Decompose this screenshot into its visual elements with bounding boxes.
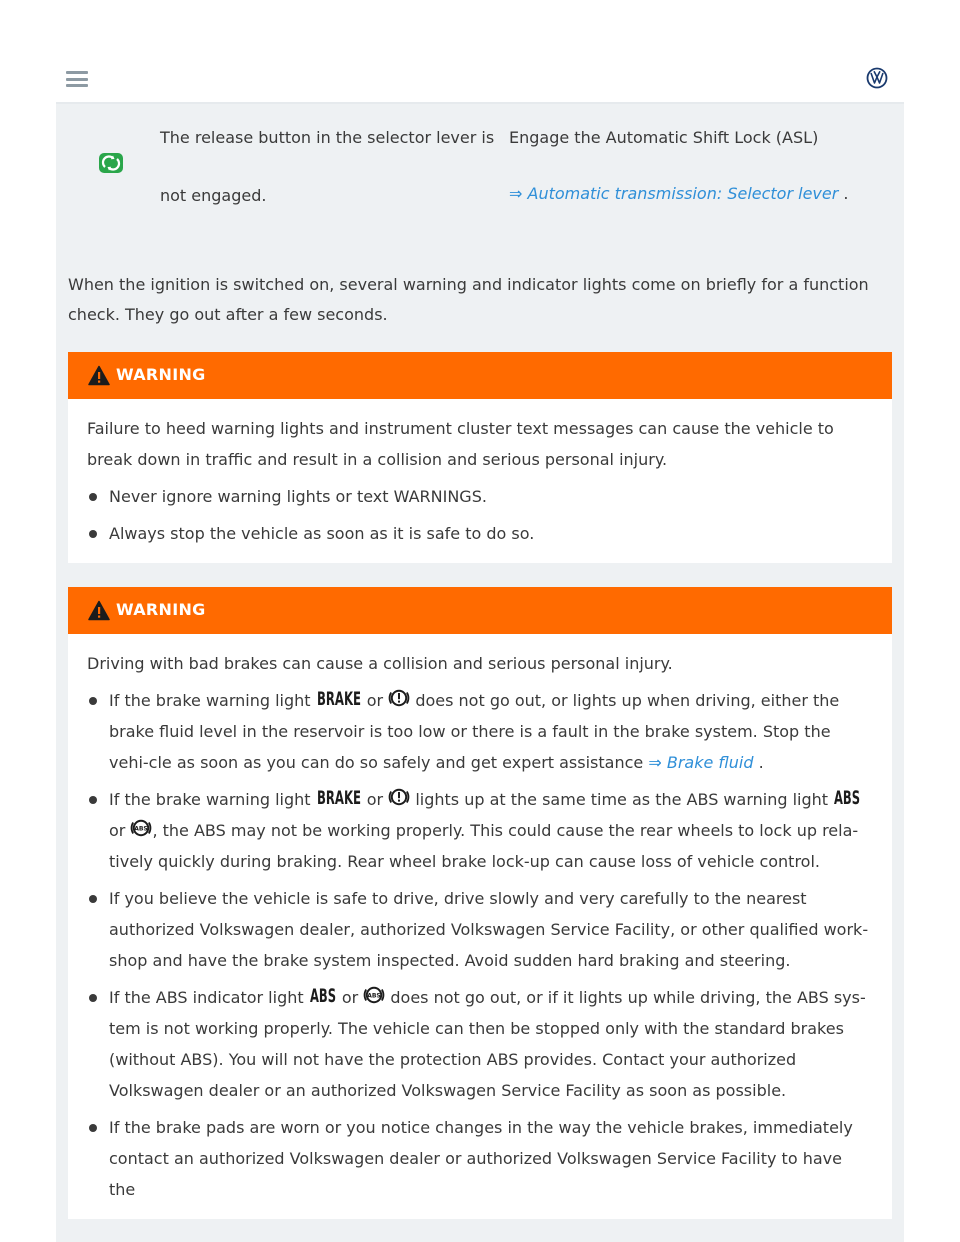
- brake-circle-icon: [388, 687, 410, 709]
- bullet-text: or: [366, 790, 384, 809]
- warning-body-2: [68, 634, 892, 1219]
- brake-text-icon: [316, 688, 362, 708]
- warning-triangle-icon: [88, 365, 110, 386]
- warning-body-1: [68, 399, 892, 563]
- manual-page: [56, 104, 904, 1242]
- abs-icon-label: ABS: [834, 787, 861, 807]
- warning-list-1: [87, 481, 872, 549]
- bullet-text: If the ABS indicator light: [109, 988, 304, 1007]
- action-text-line1: Engage the Automatic Shift Lock (ASL): [509, 128, 819, 147]
- top-bar: [56, 56, 904, 104]
- warning-title-2: WARNING: [116, 600, 206, 619]
- abs-circle-label: ABS: [367, 992, 382, 1000]
- bullet-text: or: [366, 691, 384, 710]
- abs-circle-icon: [363, 984, 385, 1006]
- cause-text-line1: The release button in the selector lever is: [160, 128, 495, 147]
- action-text-line2: [509, 184, 849, 203]
- bullet-text: .: [758, 753, 764, 772]
- bullet-text: or: [109, 821, 126, 840]
- abs-circle-label: ABS: [134, 825, 149, 833]
- indicator-table-row: [56, 104, 904, 234]
- warning-lead-2: Driving with bad brakes can cause a collision and serious personal injury.: [87, 654, 673, 673]
- selector-lever-link[interactable]: ⇒ Automatic transmission: Selector lever: [509, 184, 839, 203]
- vw-logo-icon[interactable]: [866, 67, 888, 89]
- warning-triangle-icon: [88, 600, 110, 621]
- abs-text-icon: [833, 787, 861, 807]
- hamburger-menu-icon[interactable]: [66, 71, 88, 87]
- action-suffix: .: [843, 184, 849, 203]
- warning-header-1: [68, 352, 892, 399]
- list-item: [87, 784, 872, 877]
- intro-paragraph: When the ignition is switched on, several warning and indicator lights come on briefly for a function check. They go out after a few seconds.: [68, 275, 869, 324]
- list-item: If you believe the vehicle is safe to drive, drive slowly and very carefully to the nearest authorized Volkswagen dealer, authorized Volkswagen Service Facility, or other qualified work-shop and have the brake system inspected. Avoid sudden hard braking and steering.: [87, 883, 872, 976]
- abs-circle-icon: [130, 817, 152, 839]
- brake-icon-label: BRAKE: [316, 688, 361, 708]
- bullet-text: or: [341, 988, 359, 1007]
- selector-lever-lock-icon: [98, 152, 124, 174]
- cause-text-line2: not engaged.: [160, 186, 267, 205]
- warning-title-1: WARNING: [116, 365, 206, 384]
- warning-list-2: [87, 685, 872, 1205]
- list-item: Never ignore warning lights or text WARNINGS.: [87, 481, 872, 512]
- bullet-text: lights up at the same time as the ABS warning light: [415, 790, 829, 809]
- list-item: [87, 982, 872, 1106]
- abs-text-icon: [309, 985, 337, 1005]
- list-item: Always stop the vehicle as soon as it is safe to do so.: [87, 518, 872, 549]
- bullet-text: does not go out, or lights up when driving, either the brake fluid level in the reservoir is too low or there is a fault in the brake system. Stop the vehi-cle as soon as you can do so safely and get expert assistance: [109, 691, 840, 772]
- bullet-text: If the brake warning light: [109, 790, 311, 809]
- bullet-text: , the ABS may not be working properly. This could cause the rear wheels to lock up rela-tively quickly during braking. Rear wheel brake lock-up can cause loss of vehicle control.: [109, 821, 859, 871]
- brake-circle-icon: [388, 786, 410, 808]
- abs-icon-label: ABS: [309, 985, 336, 1005]
- list-item: [87, 685, 872, 778]
- bullet-text: If the brake warning light: [109, 691, 311, 710]
- warning-header-2: [68, 587, 892, 634]
- warning-box-1: [68, 352, 892, 563]
- brake-fluid-link[interactable]: ⇒ Brake fluid: [648, 753, 754, 772]
- brake-text-icon: [316, 787, 362, 807]
- brake-icon-label: BRAKE: [316, 787, 361, 807]
- list-item: If the brake pads are worn or you notice changes in the way the vehicle brakes, immediately contact an authorized Volkswagen dealer or authorized Volkswagen Service Facility to have the: [87, 1112, 872, 1205]
- warning-lead-1: Failure to heed warning lights and instrument cluster text messages can cause the vehicle to break down in traffic and result in a collision and serious personal injury.: [87, 419, 834, 469]
- warning-box-2: [68, 587, 892, 1219]
- bullet-text: does not go out, or if it lights up while driving, the ABS sys-tem is not working properly. The vehicle can then be stopped only with the standard brakes (without ABS). You will not have the protection ABS provides. Contact your authorized Volkswagen dealer or an authorized Volkswagen Service Facility as soon as possible.: [109, 988, 866, 1100]
